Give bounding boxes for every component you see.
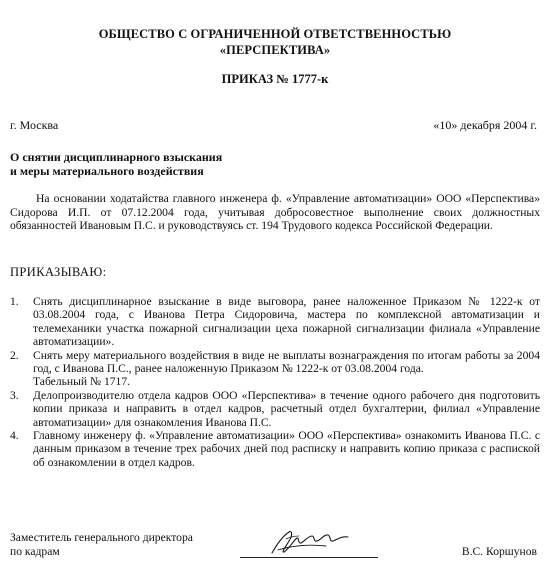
signer-name: В.С. Коршунов — [461, 545, 537, 558]
order-item-text: Главному инженеру ф. «Управление автоматизации» ООО «Перспектива» ознакомить Иванова П.С. с данным приказом в течение трех рабочих дней под расписку и направить копию приказа с распиской об ознакомлении в отдел кадров. — [33, 429, 540, 469]
order-date: «10» декабря 2004 г. — [433, 118, 537, 132]
order-item-number: 4. — [10, 429, 19, 443]
order-item — [10, 429, 540, 469]
subject-line2: и меры материального воздействия — [10, 164, 204, 178]
order-title: ПРИКАЗ № 1777-к — [221, 72, 329, 86]
preamble-paragraph: На основании ходатайства главного инженера ф. «Управление автоматизации» ООО «Перспектива» Сидорова И.П. от 07.12.2004 года, учитывая добросовестное выполнение своих должностных обязанностей Ивановым П.С. и руководствуясь ст. 194 Трудового кодекса Российской Федерации. — [10, 192, 540, 233]
order-city: г. Москва — [10, 118, 59, 132]
org-name-line2: «ПЕРСПЕКТИВА» — [219, 43, 331, 57]
order-items-list — [10, 295, 540, 469]
org-name-line1: ОБЩЕСТВО С ОГРАНИЧЕННОЙ ОТВЕТСТВЕННОСТЬЮ — [98, 27, 452, 41]
signatory-position-line2: по кадрам — [10, 545, 60, 558]
order-item-number: 3. — [10, 388, 19, 402]
order-item-number: 2. — [10, 348, 19, 362]
signatory-position-line1: Заместитель генерального директора — [10, 531, 193, 544]
order-item — [10, 389, 540, 429]
command-heading: ПРИКАЗЫВАЮ: — [10, 265, 107, 279]
signatory-position — [10, 531, 193, 559]
order-item-text: Делопроизводителю отдела кадров ООО «Перспектива» в течение одного рабочего дня подготовить копии приказа и направить в отдел кадров, расчетный отдел бухгалтерии, филиал «Управление автоматизации» для ознакомления Иванова П.С. — [33, 388, 540, 429]
handwritten-signature-icon — [268, 527, 352, 561]
order-item-text: Снять меру материального воздействия в виде не выплаты вознаграждения по итогам работы за 2004 год, с Иванова П.С., ранее наложенную Приказом № 1222-к от 03.08.2004 года. — [33, 348, 540, 376]
order-subject — [10, 150, 222, 178]
order-item-number: 1. — [10, 295, 19, 308]
order-item-text: Табельный № 1717. — [33, 375, 131, 389]
order-item — [10, 349, 540, 376]
order-item-text: Снять дисциплинарное взыскание в виде выговора, ранее наложенное Приказом № 1222-к от 03.08.2004 года, с Иванова Петра Сидоровича, мастера по комплексной автоматизации и телемеханики участка пожарной сигнализации цеха пожарной сигнализации филиала «Управление автоматизации». — [33, 295, 540, 349]
subject-line1: О снятии дисциплинарного взыскания — [10, 150, 223, 164]
order-item — [10, 295, 540, 349]
order-item — [10, 375, 540, 388]
